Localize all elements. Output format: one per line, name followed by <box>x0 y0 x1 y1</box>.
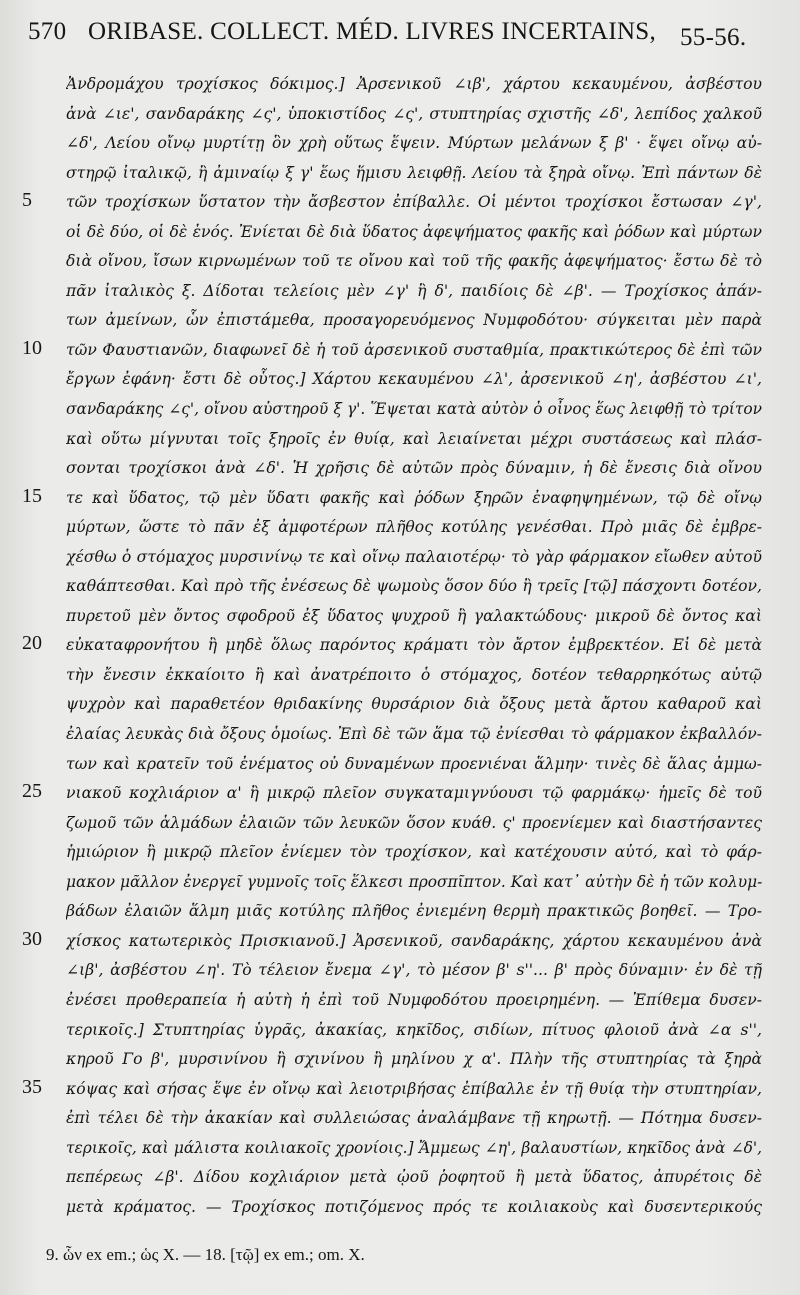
text-line <box>0 395 800 425</box>
line-number: 25 <box>22 780 42 803</box>
text-line <box>0 1016 800 1046</box>
text-line <box>0 1104 800 1134</box>
text-line <box>0 720 800 750</box>
line-text: τῶν Φαυστιανῶν, διαφωνεῖ δὲ ἡ τοῦ ἀρσενικοῦ συσταθμία, πρακτικώτερος δὲ ἐπὶ τῶν <box>66 340 762 359</box>
running-title: ORIBASE. COLLECT. MÉD. LIVRES INCERTAINS, <box>88 18 657 45</box>
text-line <box>0 750 800 780</box>
line-text: των ἀμείνων, ὧν ἐπιστάμεθα, προσαγορευόμενος Νυμφοδότου· σύγκειται μὲν παρὰ <box>66 311 762 330</box>
line-text: Ἀνδρομάχου τροχίσκος δόκιμος.] Ἀρσενικοῦ ∠ιβ', χάρτου κεκαυμένου, ἀσβέστου <box>66 75 762 93</box>
line-text: μύρτων, ὥστε τὸ πᾶν ἐξ ἀμφοτέρων πλῆθος κοτύλης γενέσθαι. Πρὸ μιᾶς δὲ ἐμβρε- <box>66 518 762 537</box>
text-line <box>0 868 800 898</box>
text-line <box>0 690 800 720</box>
text-line <box>0 484 800 514</box>
line-text: πυρετοῦ μὲν ὄντος σφοδροῦ ἐξ ὕδατος ψυχροῦ ἢ γαλακτώδους· μικροῦ δὲ ὄντος καὶ <box>66 606 762 625</box>
text-line <box>0 897 800 927</box>
text-line <box>0 188 800 218</box>
line-text: των καὶ κρατεῖν τοῦ ἐνέματος οὐ δυναμένων προενιέναι ἅλμην· τινὲς δὲ ἅλας ἀμμω- <box>66 754 762 773</box>
line-text: μακον μᾶλλον ἐνεργεῖ γυμνοῖς τοῖς ἕλκεσι προσπῖπτον. Καὶ κατ᾽ αὐτὴν δὲ ἡ τῶν κολυμ- <box>66 872 762 891</box>
text-line <box>0 218 800 248</box>
line-text: καὶ οὕτω μίγνυται τοῖς ξηροῖς ἐν θυίᾳ, καὶ λειαίνεται μέχρι συστάσεως καὶ πλάσ- <box>66 429 762 448</box>
text-line <box>0 809 800 839</box>
text-line <box>0 572 800 602</box>
critical-apparatus-footnote: 9. ὧν ex em.; ὡς X. — 18. [τῷ] ex em.; om. X. <box>46 1245 365 1264</box>
line-text: χέσθω ὁ στόμαχος μυρσινίνῳ τε καὶ οἴνῳ παλαιοτέρῳ· τὸ γὰρ φάρμακον εἴωθεν αὐτοῦ <box>66 547 762 566</box>
line-text: σονται τροχίσκοι ἀνὰ ∠δ'. Ἡ χρῆσις δὲ αὐτῶν πρὸς δύναμιν, ἡ δὲ ἔνεσις διὰ οἴνου <box>66 459 762 478</box>
line-text: νιακοῦ κοχλιάριον α' ἢ μικρῷ πλεῖον συγκαταμιγνύουσι τῷ φαρμάκῳ· ἡμεῖς δὲ τοῦ <box>66 784 762 803</box>
text-line <box>0 70 800 100</box>
text-line <box>0 543 800 573</box>
text-line <box>0 1193 800 1223</box>
line-number: 35 <box>22 1075 42 1098</box>
line-text: ἀνὰ ∠ιε', σανδαράκης ∠ς', ὑποκιστίδος ∠ς', στυπτηρίας σχιστῆς ∠δ', λεπίδος χαλκοῦ <box>66 104 762 123</box>
line-text: τὴν ἔνεσιν ἐκκαίοιτο ἢ καὶ ἀνατρέποιτο ὁ στόμαχος, δοτέον τεθαρρηκότως αὐτῷ <box>66 665 762 684</box>
line-text: ἔργων ἐφάνη· ἔστι δὲ οὗτος.] Χάρτου κεκαυμένου ∠λ', ἀρσενικοῦ ∠η', ἀσβέστου ∠ι', <box>66 370 762 389</box>
text-line <box>0 425 800 455</box>
line-number: 20 <box>22 632 42 655</box>
line-text: ψυχρὸν καὶ παραθετέον θριδακίνης θυρσάριον διὰ ὄξους μετὰ ἄρτου καθαροῦ καὶ <box>66 695 762 714</box>
running-header <box>28 18 788 58</box>
text-line <box>0 513 800 543</box>
line-number: 30 <box>22 927 42 950</box>
text-line <box>0 454 800 484</box>
text-line <box>0 986 800 1016</box>
line-text: ἐλαίας λευκὰς διὰ ὄξους ὁμοίως. Ἐπὶ δὲ τῶν ἅμα τῷ ἐνίεσθαι τὸ φάρμακον ἐκβαλλόν- <box>66 725 762 744</box>
text-line <box>0 838 800 868</box>
line-text: ἐπὶ τέλει δὲ τὴν ἀκακίαν καὶ συλλειώσας ἀναλάμβανε τῇ κηρωτῇ. — Πότημα δυσεν- <box>66 1109 762 1128</box>
text-line <box>0 1075 800 1105</box>
text-line <box>0 602 800 632</box>
line-text: οἱ δὲ δύο, οἱ δὲ ἑνός. Ἐνίεται δὲ διὰ ὕδατος ἀφεψήματος φακῆς καὶ ῥόδων καὶ μύρτων <box>66 222 762 241</box>
line-text: διὰ οἴνου, ἴσων κιρνωμένων τοῦ τε οἴνου καὶ τοῦ τῆς φακῆς ἀφεψήματος· ἔστω δὲ τὸ <box>66 252 762 271</box>
text-line <box>0 631 800 661</box>
line-text: ζωμοῦ τῶν ἁλμάδων ἐλαιῶν τῶν λευκῶν ὅσον κυάθ. ς' προενίεμεν καὶ διαστήσαντες <box>66 813 762 832</box>
text-line <box>0 1134 800 1164</box>
text-line <box>0 1045 800 1075</box>
line-text: τῶν τροχίσκων ὕστατον τὴν ἄσβεστον ἐπίβαλλε. Οἱ μέντοι τροχίσκοι ἔστωσαν ∠γ', <box>66 193 762 212</box>
line-text: τερικοῖς, καὶ μάλιστα κοιλιακοῖς χρονίοις.] Ἄμμεως ∠η', βαλαυστίων, κηκῖδος ἀνὰ ∠δ', <box>66 1138 762 1157</box>
line-text: χίσκος κατωτερικὸς Πρισκιανοῦ.] Ἀρσενικοῦ, σανδαράκης, χάρτου κεκαυμένου ἀνὰ <box>66 931 762 950</box>
page-number: 570 <box>28 18 67 45</box>
line-text: κόψας καὶ σήσας ἕψε ἐν οἴνῳ καὶ λειοτριβήσας ἐπίβαλλε ἐν τῇ θυίᾳ τὴν στυπτηρίαν, <box>66 1079 762 1098</box>
line-text: πεπέρεως ∠β'. Δίδου κοχλιάριον μετὰ ᾠοῦ ῥοφητοῦ ἢ μετὰ ὕδατος, ἀπυρέτοις δὲ <box>66 1168 762 1187</box>
line-text: καθάπτεσθαι. Καὶ πρὸ τῆς ἐνέσεως δὲ ψωμοὺς ὅσον δύο ἢ τρεῖς [τῷ] πάσχοντι δοτέον, <box>66 577 762 596</box>
greek-text-body <box>0 70 800 1222</box>
line-text: μετὰ κράματος. — Τροχίσκος ποτιζόμενος πρός τε κοιλιακοὺς καὶ δυσεντερικούς <box>66 1197 762 1216</box>
line-text: πᾶν ἰταλικὸς ξ. Δίδοται τελείοις μὲν ∠γ' ἢ δ', παιδίοις δὲ ∠β'. — Τροχίσκος ἀπάν- <box>66 281 762 300</box>
line-text: σανδαράκης ∠ς', οἴνου αὐστηροῦ ξ γ'. Ἕψεται κατὰ αὐτὸν ὁ οἶνος ἕως λειφθῇ τὸ τρίτον <box>66 400 762 419</box>
line-text: εὐκαταφρονήτου ἢ μηδὲ ὅλως παρόντος κράματι τὸν ἄρτον ἐμβρεκτέον. Εἰ δὲ μετὰ <box>66 636 762 655</box>
chapter-range: 55-56. <box>680 24 747 51</box>
line-text: στηρῷ ἰταλικῷ, ἢ ἀμιναίῳ ξ γ' ἕως ἥμισυ λειφθῇ. Λείου τὰ ξηρὰ οἴνῳ. Ἐπὶ πάντων δὲ <box>66 163 762 182</box>
line-text: ∠ιβ', ἀσβέστου ∠η'. Τὸ τέλειον ἔνεμα ∠γ', τὸ μέσον β' s''... β' πρὸς δύναμιν· ἐν δὲ τῇ <box>66 961 762 980</box>
text-line <box>0 365 800 395</box>
line-text: ∠δ', Λείου οἴνῳ μυρτίτῃ ὃν χρὴ οὕτως ἕψειν. Μύρτων μελάνων ξ β' · ἕψει οἴνῳ αὐ- <box>66 134 762 153</box>
text-line <box>0 927 800 957</box>
line-text: κηροῦ Γο β', μυρσινίνου ἢ σχινίνου ἢ μηλίνου χ α'. Πλὴν τῆς στυπτηρίας τὰ ξηρὰ <box>66 1050 762 1069</box>
text-line <box>0 277 800 307</box>
line-text: τερικοῖς.] Στυπτηρίας ὑγρᾶς, ἀκακίας, κηκῖδος, σιδίων, πίτυος φλοιοῦ ἀνὰ ∠α s'', <box>66 1020 762 1039</box>
text-line <box>0 247 800 277</box>
line-number: 5 <box>22 189 32 212</box>
line-number: 10 <box>22 336 42 359</box>
text-line <box>0 306 800 336</box>
line-text: ἐνέσει προθεραπεία ἡ αὐτὴ ἡ ἐπὶ τοῦ Νυμφοδότου προειρημένη. — Ἐπίθεμα δυσεν- <box>66 990 762 1009</box>
line-number: 15 <box>22 484 42 507</box>
text-line <box>0 100 800 130</box>
text-line <box>0 1163 800 1193</box>
text-line <box>0 661 800 691</box>
line-text: τε καὶ ὕδατος, τῷ μὲν ὕδατι φακῆς καὶ ῥόδων ξηρῶν ἐναφηψημένων, τῷ δὲ οἴνῳ <box>66 488 762 507</box>
line-text: ἡμιώριον ἢ μικρῷ πλεῖον ἐνίεμεν τὸν τροχίσκον, καὶ κατέχουσιν αὐτό, καὶ τὸ φάρ- <box>66 843 762 862</box>
line-text: βάδων ἐλαιῶν ἅλμη μιᾶς κοτύλης πλῆθος ἐνιεμένη θερμὴ πρακτικῶς βοηθεῖ. — Τρο- <box>66 902 762 921</box>
text-line <box>0 159 800 189</box>
text-line <box>0 779 800 809</box>
text-line <box>0 956 800 986</box>
text-line <box>0 129 800 159</box>
text-line <box>0 336 800 366</box>
